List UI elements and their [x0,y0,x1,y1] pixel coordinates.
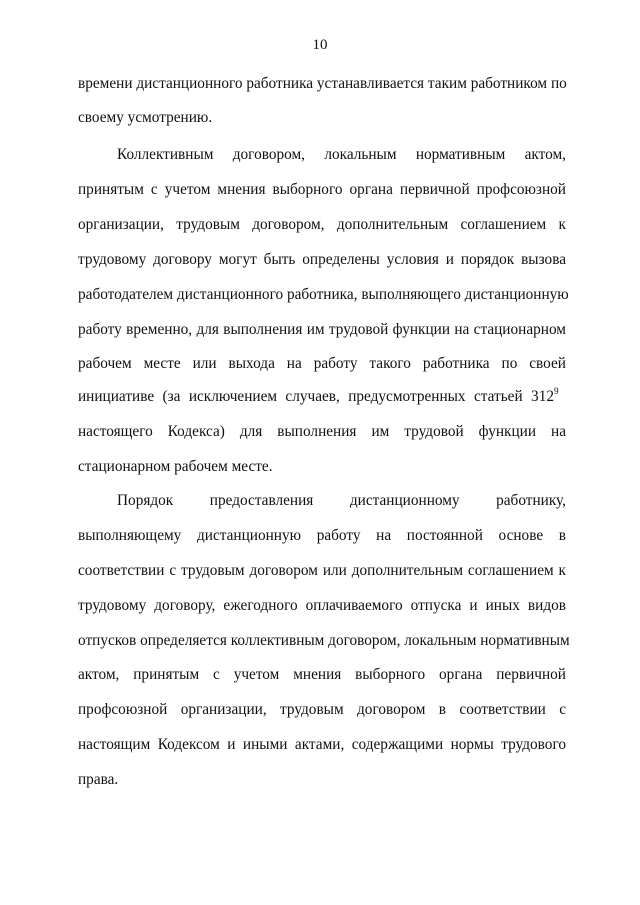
text-line: профсоюзной организации, трудовым договором в соответствии с [78,701,566,718]
text-line: работу временно, для выполнения им трудовой функции на стационарном [78,321,566,338]
text-line: соответствии с трудовым договором или дополнительным соглашением к [78,562,566,579]
text-line: выполняющему дистанционную работу на постоянной основе в [78,527,566,544]
article-superscript: 9 [554,386,559,396]
text-line: принятым с учетом мнения выборного органа первичной профсоюзной [78,181,566,198]
text-line: трудовому договору, ежегодного оплачиваемого отпуска и иных видов [78,597,566,614]
text-line-with-superscript [78,387,566,407]
text-line: инициативе (за исключением случаев, предусмотренных статьей 312 [78,388,554,405]
text-line: рабочем месте или выхода на работу такого работника по своей [78,355,566,372]
text-line: организации, трудовым договором, дополнительным соглашением к [78,216,566,233]
text-line: Порядок предоставления дистанционному работнику, [117,492,566,509]
page-number: 10 [312,37,328,53]
text-line: времени дистанционного работника устанавливается таким работником по [78,75,567,92]
text-line: стационарном рабочем месте. [78,458,273,475]
text-line: работодателем дистанционного работника, выполняющего дистанционную [78,286,569,303]
text-line: настоящего Кодекса) для выполнения им трудовой функции на [78,423,566,440]
text-line: настоящим Кодексом и иными актами, содержащими нормы трудового [78,736,566,753]
text-line: права. [78,771,119,788]
text-line: трудовому договору могут быть определены условия и порядок вызова [78,251,566,268]
text-line: актом, принятым с учетом мнения выборного органа первичной [78,666,566,683]
text-line: Коллективным договором, локальным нормативным актом, [117,146,566,163]
text-line: отпусков определяется коллективным договором, локальным нормативным [78,632,570,649]
text-line: своему усмотрению. [78,109,213,126]
